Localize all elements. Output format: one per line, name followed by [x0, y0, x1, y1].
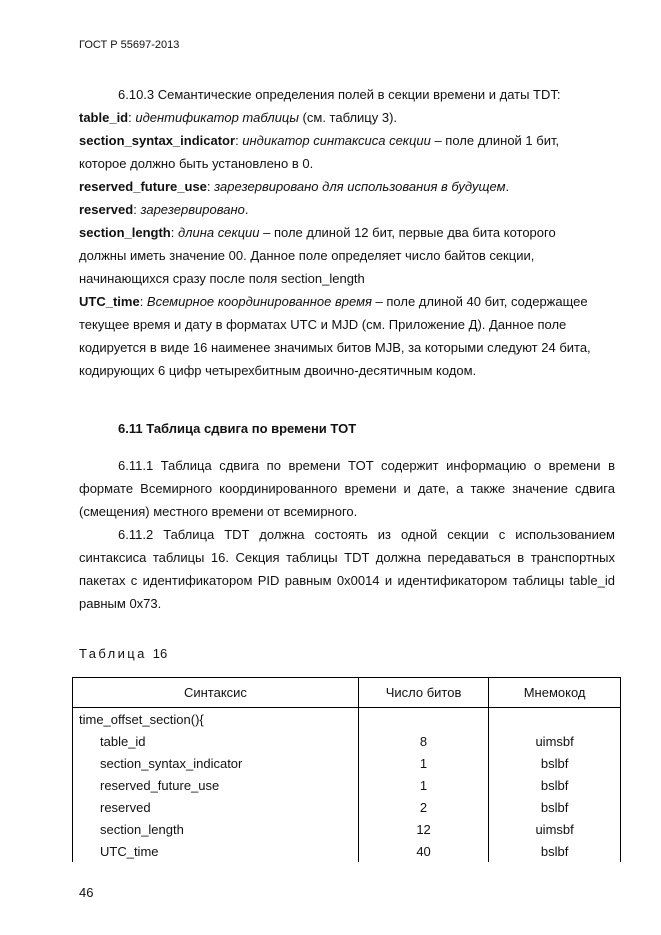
- field-name: section_syntax_indicator: [79, 133, 236, 148]
- field-def-continuation: кодирующих 6 цифр четырехбитным двоично-десятичным кодом.: [79, 363, 477, 378]
- field-def-reserved-future-use: [79, 179, 509, 194]
- table-row: [73, 752, 621, 774]
- field-def-continuation: должны иметь значение 00. Данное поле определяет число байтов секции,: [79, 248, 535, 263]
- syntax-cell: time_offset_section(){: [73, 708, 359, 731]
- paragraph-line: формате Всемирного координированного времени и дате, а также значение сдвига: [79, 481, 615, 496]
- paragraph-line: (смещения) местного времени от всемирного.: [79, 504, 358, 519]
- syntax-cell: reserved: [73, 796, 359, 818]
- bits-cell: 8: [358, 730, 488, 752]
- field-def-continuation: текущее время и дату в форматах UTC и MJD (см. Приложение Д). Данное поле: [79, 317, 567, 332]
- syntax-cell: section_syntax_indicator: [73, 752, 359, 774]
- field-name: UTC_time: [79, 294, 140, 309]
- syntax-cell: section_length: [73, 818, 359, 840]
- separator: :: [139, 294, 147, 309]
- table-row: [73, 708, 621, 731]
- field-def-utc-time: [79, 294, 588, 309]
- separator: :: [128, 110, 136, 125]
- bits-cell: 40: [358, 840, 488, 862]
- bits-cell: 12: [358, 818, 488, 840]
- field-desc: идентификатор таблицы: [135, 110, 299, 125]
- field-desc: индикатор синтаксиса секции: [242, 133, 431, 148]
- mnemonic-cell: bslbf: [489, 752, 621, 774]
- field-def-section-syntax-indicator: [79, 133, 559, 148]
- page-number: 46: [79, 885, 94, 900]
- separator: :: [235, 133, 243, 148]
- mnemonic-cell: uimsbf: [489, 730, 621, 752]
- mnemonic-cell: bslbf: [489, 796, 621, 818]
- column-header-bits: Число битов: [358, 678, 488, 708]
- field-desc: зарезервировано для использования в будущем: [214, 179, 506, 194]
- mnemonic-cell: bslbf: [489, 774, 621, 796]
- syntax-table: [72, 677, 621, 862]
- bits-cell: [358, 708, 488, 731]
- table-row: [73, 774, 621, 796]
- table-caption-number: 16: [152, 646, 168, 661]
- table-row: [73, 818, 621, 840]
- field-name: reserved_future_use: [79, 179, 207, 194]
- separator: :: [133, 202, 141, 217]
- field-rest: .: [505, 179, 510, 194]
- field-desc: длина секции: [177, 225, 260, 240]
- section-heading: 6.11 Таблица сдвига по времени TOT: [118, 421, 357, 436]
- field-desc: Всемирное координированное время: [146, 294, 372, 309]
- field-name: reserved: [79, 202, 134, 217]
- paragraph-line: 6.11.2 Таблица TDT должна состоять из одной секции с использованием: [118, 527, 615, 542]
- field-desc: зарезервировано: [140, 202, 245, 217]
- syntax-cell: UTC_time: [73, 840, 359, 862]
- field-name: section_length: [79, 225, 171, 240]
- field-def-table-id: [79, 110, 397, 125]
- field-name: table_id: [79, 110, 129, 125]
- syntax-cell: reserved_future_use: [73, 774, 359, 796]
- paragraph-line: синтаксиса таблицы 16. Секция таблицы TDT должна передаваться в транспортных: [79, 550, 615, 565]
- field-def-reserved: [79, 202, 248, 217]
- field-rest: – поле длиной 40 бит, содержащее: [371, 294, 588, 309]
- mnemonic-cell: bslbf: [489, 840, 621, 862]
- field-def-continuation: которое должно быть установлено в 0.: [79, 156, 314, 171]
- paragraph-line: равным 0x73.: [79, 596, 162, 611]
- mnemonic-cell: uimsbf: [489, 818, 621, 840]
- field-def-continuation: начинающихся сразу после поля section_length: [79, 271, 365, 286]
- separator: :: [206, 179, 215, 194]
- bits-cell: 1: [358, 752, 488, 774]
- paragraph-line: пакетах с идентификатором PID равным 0x0014 и идентификатором таблицы table_id: [79, 573, 615, 588]
- field-def-section-length: [79, 225, 556, 240]
- section-6-10-3-intro: 6.10.3 Семантические определения полей в секции времени и даты TDT:: [118, 87, 561, 102]
- column-header-syntax: Синтаксис: [73, 678, 359, 708]
- paragraph-line: 6.11.1 Таблица сдвига по времени TOT содержит информацию о времени в: [118, 458, 615, 473]
- field-def-continuation: кодируется в виде 16 наименее значимых битов MJB, за которыми следуют 24 бита,: [79, 340, 591, 355]
- column-header-mnemonic: Мнемокод: [489, 678, 621, 708]
- bits-cell: 2: [358, 796, 488, 818]
- mnemonic-cell: [489, 708, 621, 731]
- field-rest: – поле длиной 12 бит, первые два бита которого: [259, 225, 556, 240]
- field-rest: .: [244, 202, 249, 217]
- field-rest: (см. таблицу 3).: [298, 110, 398, 125]
- table-caption: [79, 646, 167, 661]
- table-row: [73, 840, 621, 862]
- table-header-row: [73, 678, 621, 708]
- running-header: ГОСТ Р 55697-2013: [79, 39, 180, 51]
- table-row: [73, 796, 621, 818]
- field-rest: – поле длиной 1 бит,: [430, 133, 560, 148]
- table-caption-word: Таблица: [79, 646, 147, 661]
- separator: :: [170, 225, 178, 240]
- bits-cell: 1: [358, 774, 488, 796]
- table-row: [73, 730, 621, 752]
- syntax-cell: table_id: [73, 730, 359, 752]
